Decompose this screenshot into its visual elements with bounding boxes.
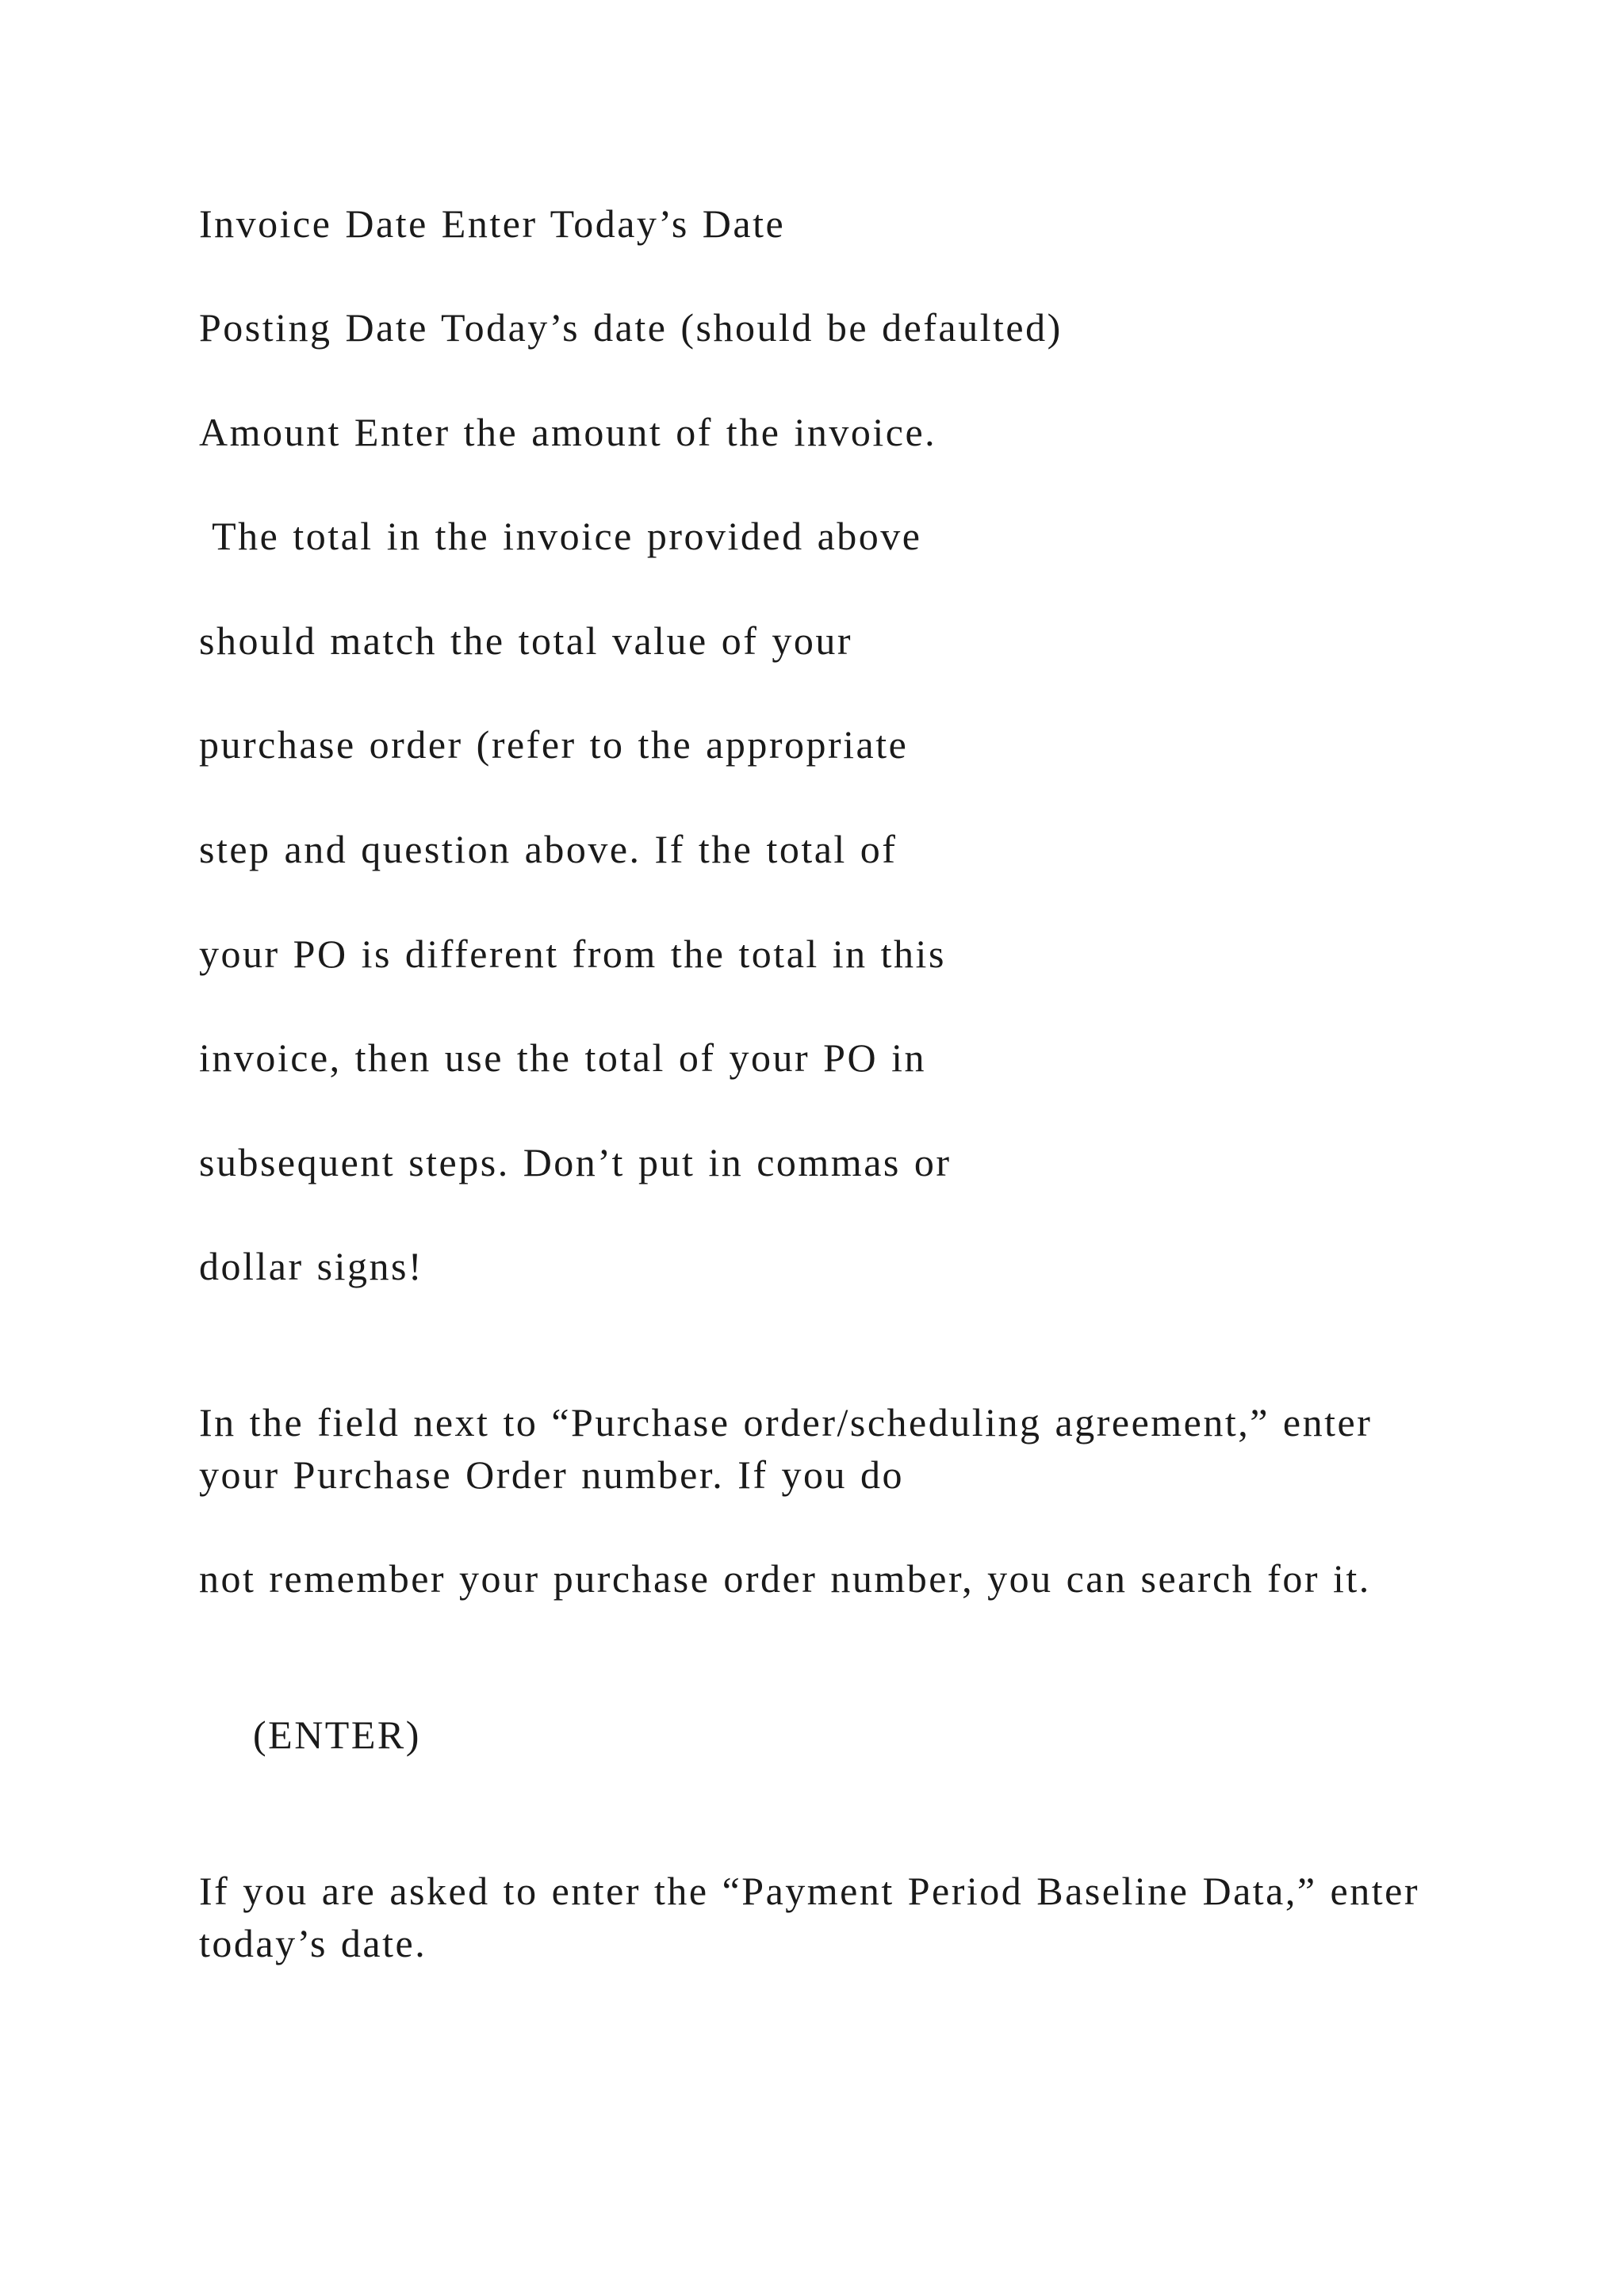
purchase-order-paragraph: In the field next to “Purchase order/scheduling agreement,” enter your Purchase Order number. If you do (199, 1400, 1386, 1497)
amount-note-line: The total in the invoice provided above (199, 514, 922, 558)
amount-note-line: step and question above. If the total of (199, 827, 898, 871)
search-hint-paragraph: not remember your purchase order number, you can search for it. (199, 1556, 1371, 1601)
amount-note-line: purchase order (refer to the appropriate (199, 722, 909, 767)
baseline-date-paragraph: If you are asked to enter the “Payment Period Baseline Data,” enter today’s date. (199, 1869, 1433, 1965)
enter-instruction: (ENTER) (199, 1712, 421, 1757)
invoice-date-line: Invoice Date Enter Today’s Date (199, 201, 786, 246)
amount-note-line: invoice, then use the total of your PO in (199, 1035, 926, 1080)
amount-line: Amount Enter the amount of the invoice. (199, 410, 937, 454)
posting-date-line: Posting Date Today’s date (should be defaulted) (199, 305, 1063, 350)
amount-note-line: dollar signs! (199, 1244, 424, 1288)
amount-note-line: your PO is different from the total in this (199, 932, 946, 976)
amount-note-line: subsequent steps. Don’t put in commas or (199, 1140, 952, 1184)
amount-note-line: should match the total value of your (199, 618, 853, 663)
